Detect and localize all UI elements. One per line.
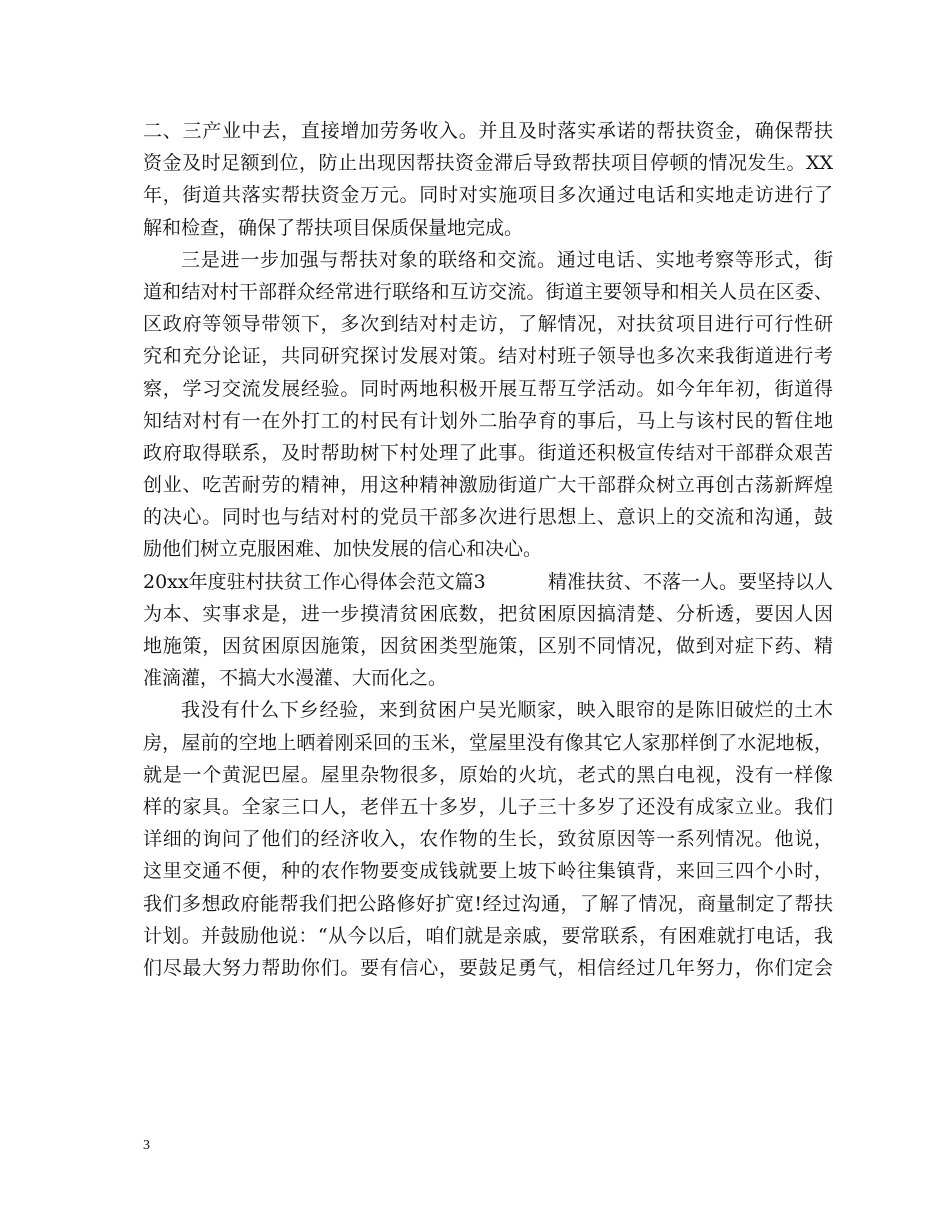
text-line: 计划。并鼓励他说：“从今以后，咱们就是亲戚，要常联系，有困难就打电话，我 (143, 924, 833, 947)
text-line: 二、三产业中去，直接增加劳务收入。并且及时落实承诺的帮扶资金，确保帮扶 (143, 120, 833, 142)
text-line: 样的家具。全家三口人，老伴五十多岁，儿子三十多岁了还没有成家立业。我们 (143, 795, 833, 818)
text-line: 创业、吃苦耐劳的精神，用这种精神激励街道广大干部群众树立再创古荡新辉煌 (143, 474, 833, 497)
text-line: 察，学习交流发展经验。同时两地积极开展互帮互学活动。如今年年初，街道得 (143, 377, 833, 400)
text-line: 政府取得联系，及时帮助树下村处理了此事。街道还积极宣传结对干部群众艰苦 (143, 441, 833, 464)
text-line: 我们多想政府能帮我们把公路修好扩宽!经过沟通，了解了情况，商量制定了帮扶 (143, 892, 833, 915)
text-line: 就是一个黄泥巴屋。屋里杂物很多，原始的火坑，老式的黑白电视，没有一样像 (143, 763, 833, 786)
text-line: 详细的询问了他们的经济收入，农作物的生长，致贫原因等一系列情况。他说， (143, 828, 833, 851)
text-line: 地施策，因贫困原因施策，因贫困类型施策，区别不同情况，做到对症下药、精 (143, 635, 833, 657)
text-line: 准滴灌，不搞大水漫灌、大而化之。 (143, 667, 448, 690)
text-line: 的决心。同时也与结对村的党员干部多次进行思想上、意识上的交流和沟通，鼓 (143, 506, 833, 529)
paragraph-first-line: 三是进一步加强与帮扶对象的联络和交流。通过电话、实地考察等形式，街 (181, 248, 833, 271)
text-line: 究和充分论证，共同研究探讨发展对策。结对村班子领导也多次来我街道进行考 (143, 345, 833, 368)
text-line: 知结对村有一在外打工的村民有计划外二胎孕育的事后，马上与该村民的暂住地 (143, 409, 833, 432)
article-title: 20xx年度驻村扶贫工作心得体会范文篇3 (143, 570, 486, 593)
text-line: 这里交通不便，种的农作物要变成钱就要上坡下岭往集镇背，来回三四个小时， (143, 860, 833, 883)
text-line: 资金及时足额到位，防止出现因帮扶资金滞后导致帮扶项目停顿的情况发生。XX (143, 152, 833, 175)
text-line: 道和结对村干部群众经常进行联络和互访交流。街道主要领导和相关人员在区委、 (143, 280, 833, 303)
page-number: 3 (143, 1138, 150, 1153)
text-line: 们尽最大努力帮助你们。要有信心，要鼓足勇气，相信经过几年努力，你们定会 (143, 956, 833, 979)
text-line: 精准扶贫、不落一人。要坚持以人 (547, 570, 833, 593)
text-line: 区政府等领导带领下，多次到结对村走访，了解情况，对扶贫项目进行可行性研 (143, 313, 833, 336)
text-line: 年，街道共落实帮扶资金万元。同时对实施项目多次通过电话和实地走访进行了 (143, 184, 833, 207)
article-heading-line (143, 566, 833, 598)
paragraph-first-line: 我没有什么下乡经验，来到贫困户吴光顺家，映入眼帘的是陈旧破烂的土木 (181, 699, 833, 722)
document-body (143, 115, 833, 984)
text-line: 房，屋前的空地上晒着刚采回的玉米，堂屋里没有像其它人家那样倒了水泥地板， (143, 731, 833, 754)
text-line: 为本、实事求是，进一步摸清贫困底数，把贫困原因搞清楚、分析透，要因人因 (143, 602, 833, 625)
text-line: 励他们树立克服困难、加快发展的信心和决心。 (143, 538, 543, 561)
text-line: 解和检查，确保了帮扶项目保质保量地完成。 (143, 216, 524, 239)
